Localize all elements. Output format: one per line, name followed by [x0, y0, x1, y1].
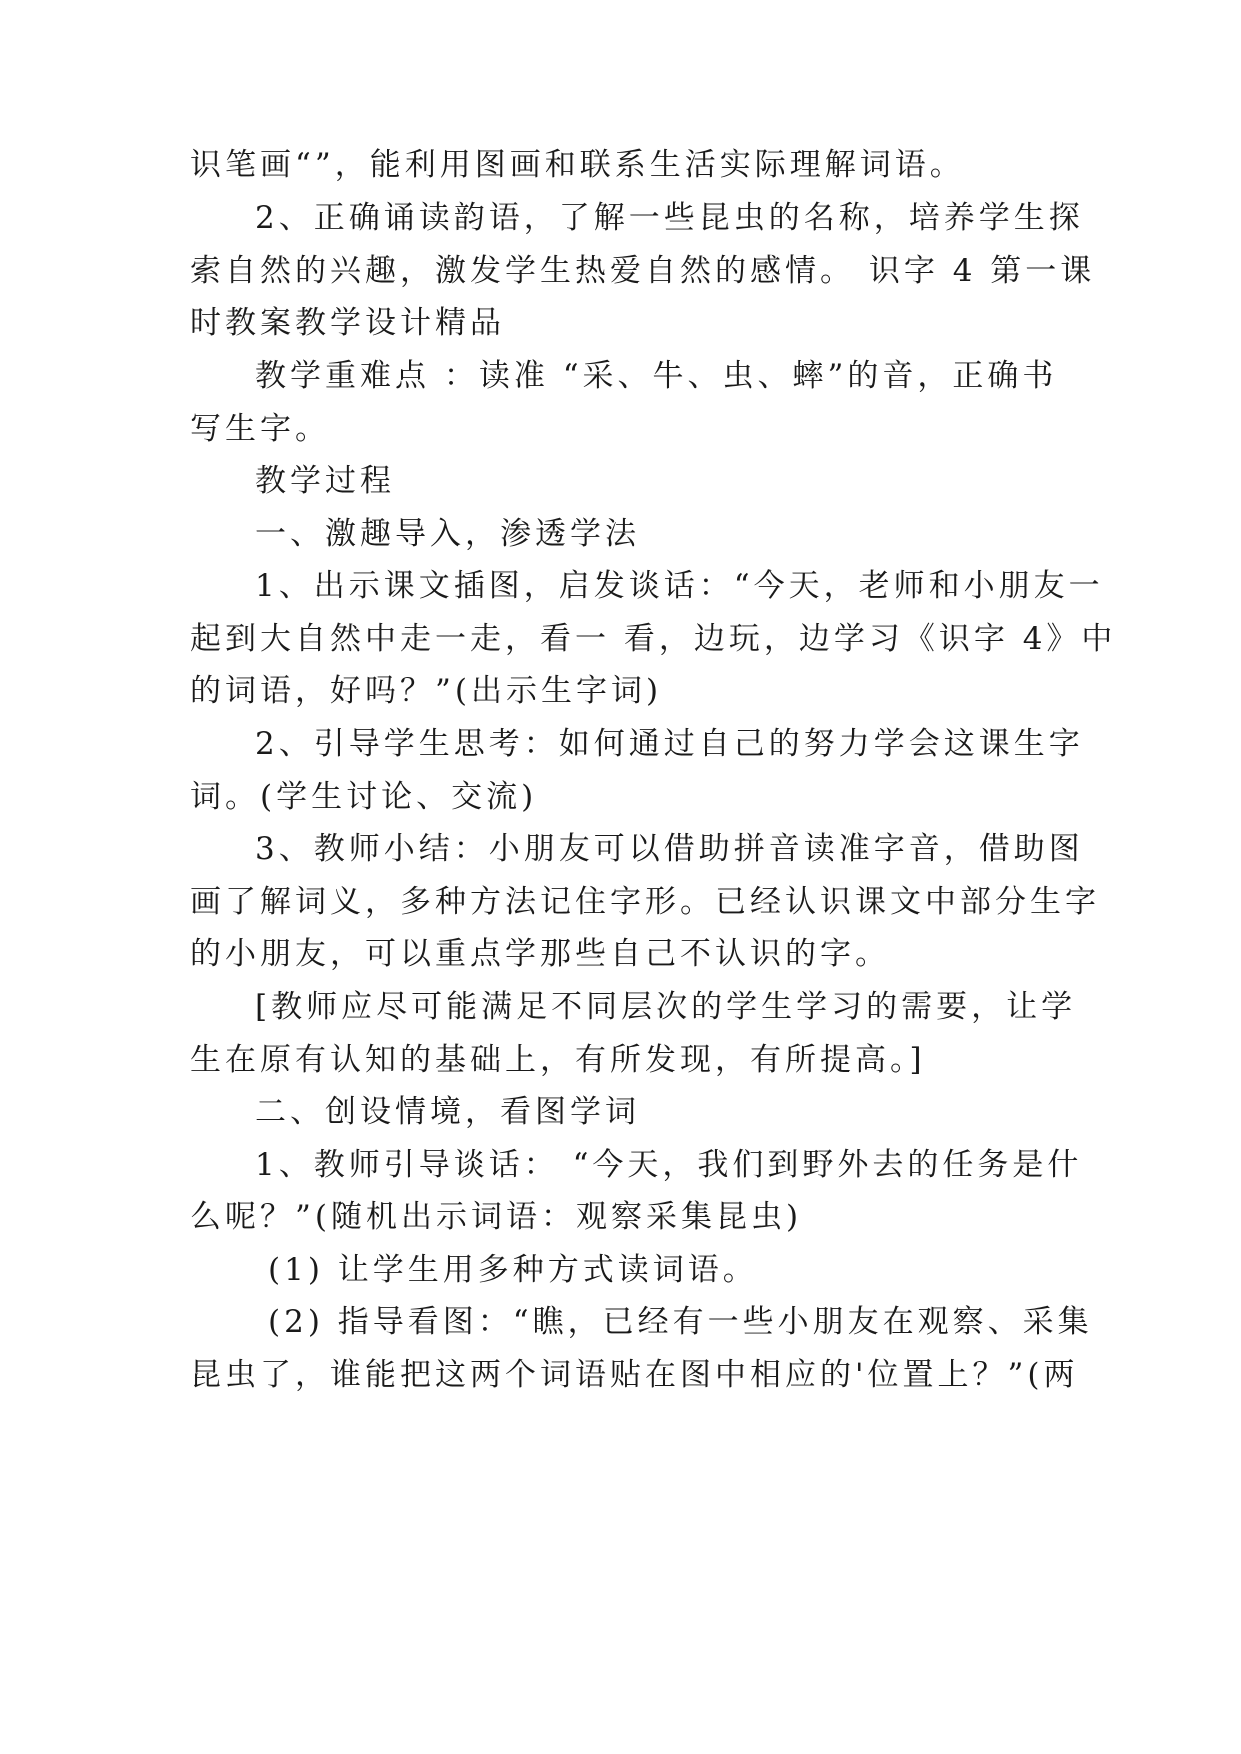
- text-line: (1) 让学生用多种方式读词语。: [268, 1252, 758, 1288]
- text-line: 昆虫了，谁能把这两个词语贴在图中相应的'位置上？”(两: [190, 1357, 1079, 1393]
- text-line: 3、教师小结：小朋友可以借助拼音读准字音，借助图: [255, 831, 1084, 867]
- text-line: 1、出示课文插图，启发谈话：“今天，老师和小朋友一: [255, 568, 1104, 604]
- text-line: [教师应尽可能满足不同层次的学生学习的需要，让学: [255, 989, 1077, 1025]
- text-line: 教学重难点 ：读准 “采、牛、虫、蟀”的音，正确书: [255, 358, 1058, 394]
- text-line: 的词语，好吗？”(出示生字词): [190, 673, 663, 709]
- text-line: 识笔画“”，能利用图画和联系生活实际理解词语。: [190, 147, 965, 183]
- section-heading: 二、创设情境，看图学词: [255, 1094, 640, 1130]
- text-line: 生在原有认知的基础上，有所发现，有所提高。]: [190, 1042, 926, 1078]
- text-line: 2、引导学生思考：如何通过自己的努力学会这课生字: [255, 726, 1084, 762]
- section-heading: 一、激趣导入，渗透学法: [255, 516, 640, 552]
- section-heading: 教学过程: [255, 463, 395, 499]
- text-line: 写生字。: [190, 411, 330, 447]
- text-line: 画了解词义，多种方法记住字形。已经认识课文中部分生字: [190, 884, 1100, 920]
- text-line: 么呢？”(随机出示词语：观察采集昆虫): [190, 1199, 803, 1235]
- text-line: 1、教师引导谈话： “今天，我们到野外去的任务是什: [255, 1147, 1083, 1183]
- text-line: 2、正确诵读韵语，了解一些昆虫的名称，培养学生探: [255, 200, 1084, 236]
- text-line: 词。(学生讨论、交流): [190, 779, 538, 815]
- text-line: (2) 指导看图：“瞧，已经有一些小朋友在观察、采集: [268, 1304, 1093, 1340]
- text-line: 的小朋友，可以重点学那些自己不认识的字。: [190, 936, 890, 972]
- text-line: 索自然的兴趣，激发学生热爱自然的感情。 识字 4 第一课: [190, 253, 1096, 289]
- text-line: 起到大自然中走一走，看一 看，边玩，边学习《识字 4》中: [190, 621, 1117, 657]
- text-line: 时教案教学设计精品: [190, 305, 505, 341]
